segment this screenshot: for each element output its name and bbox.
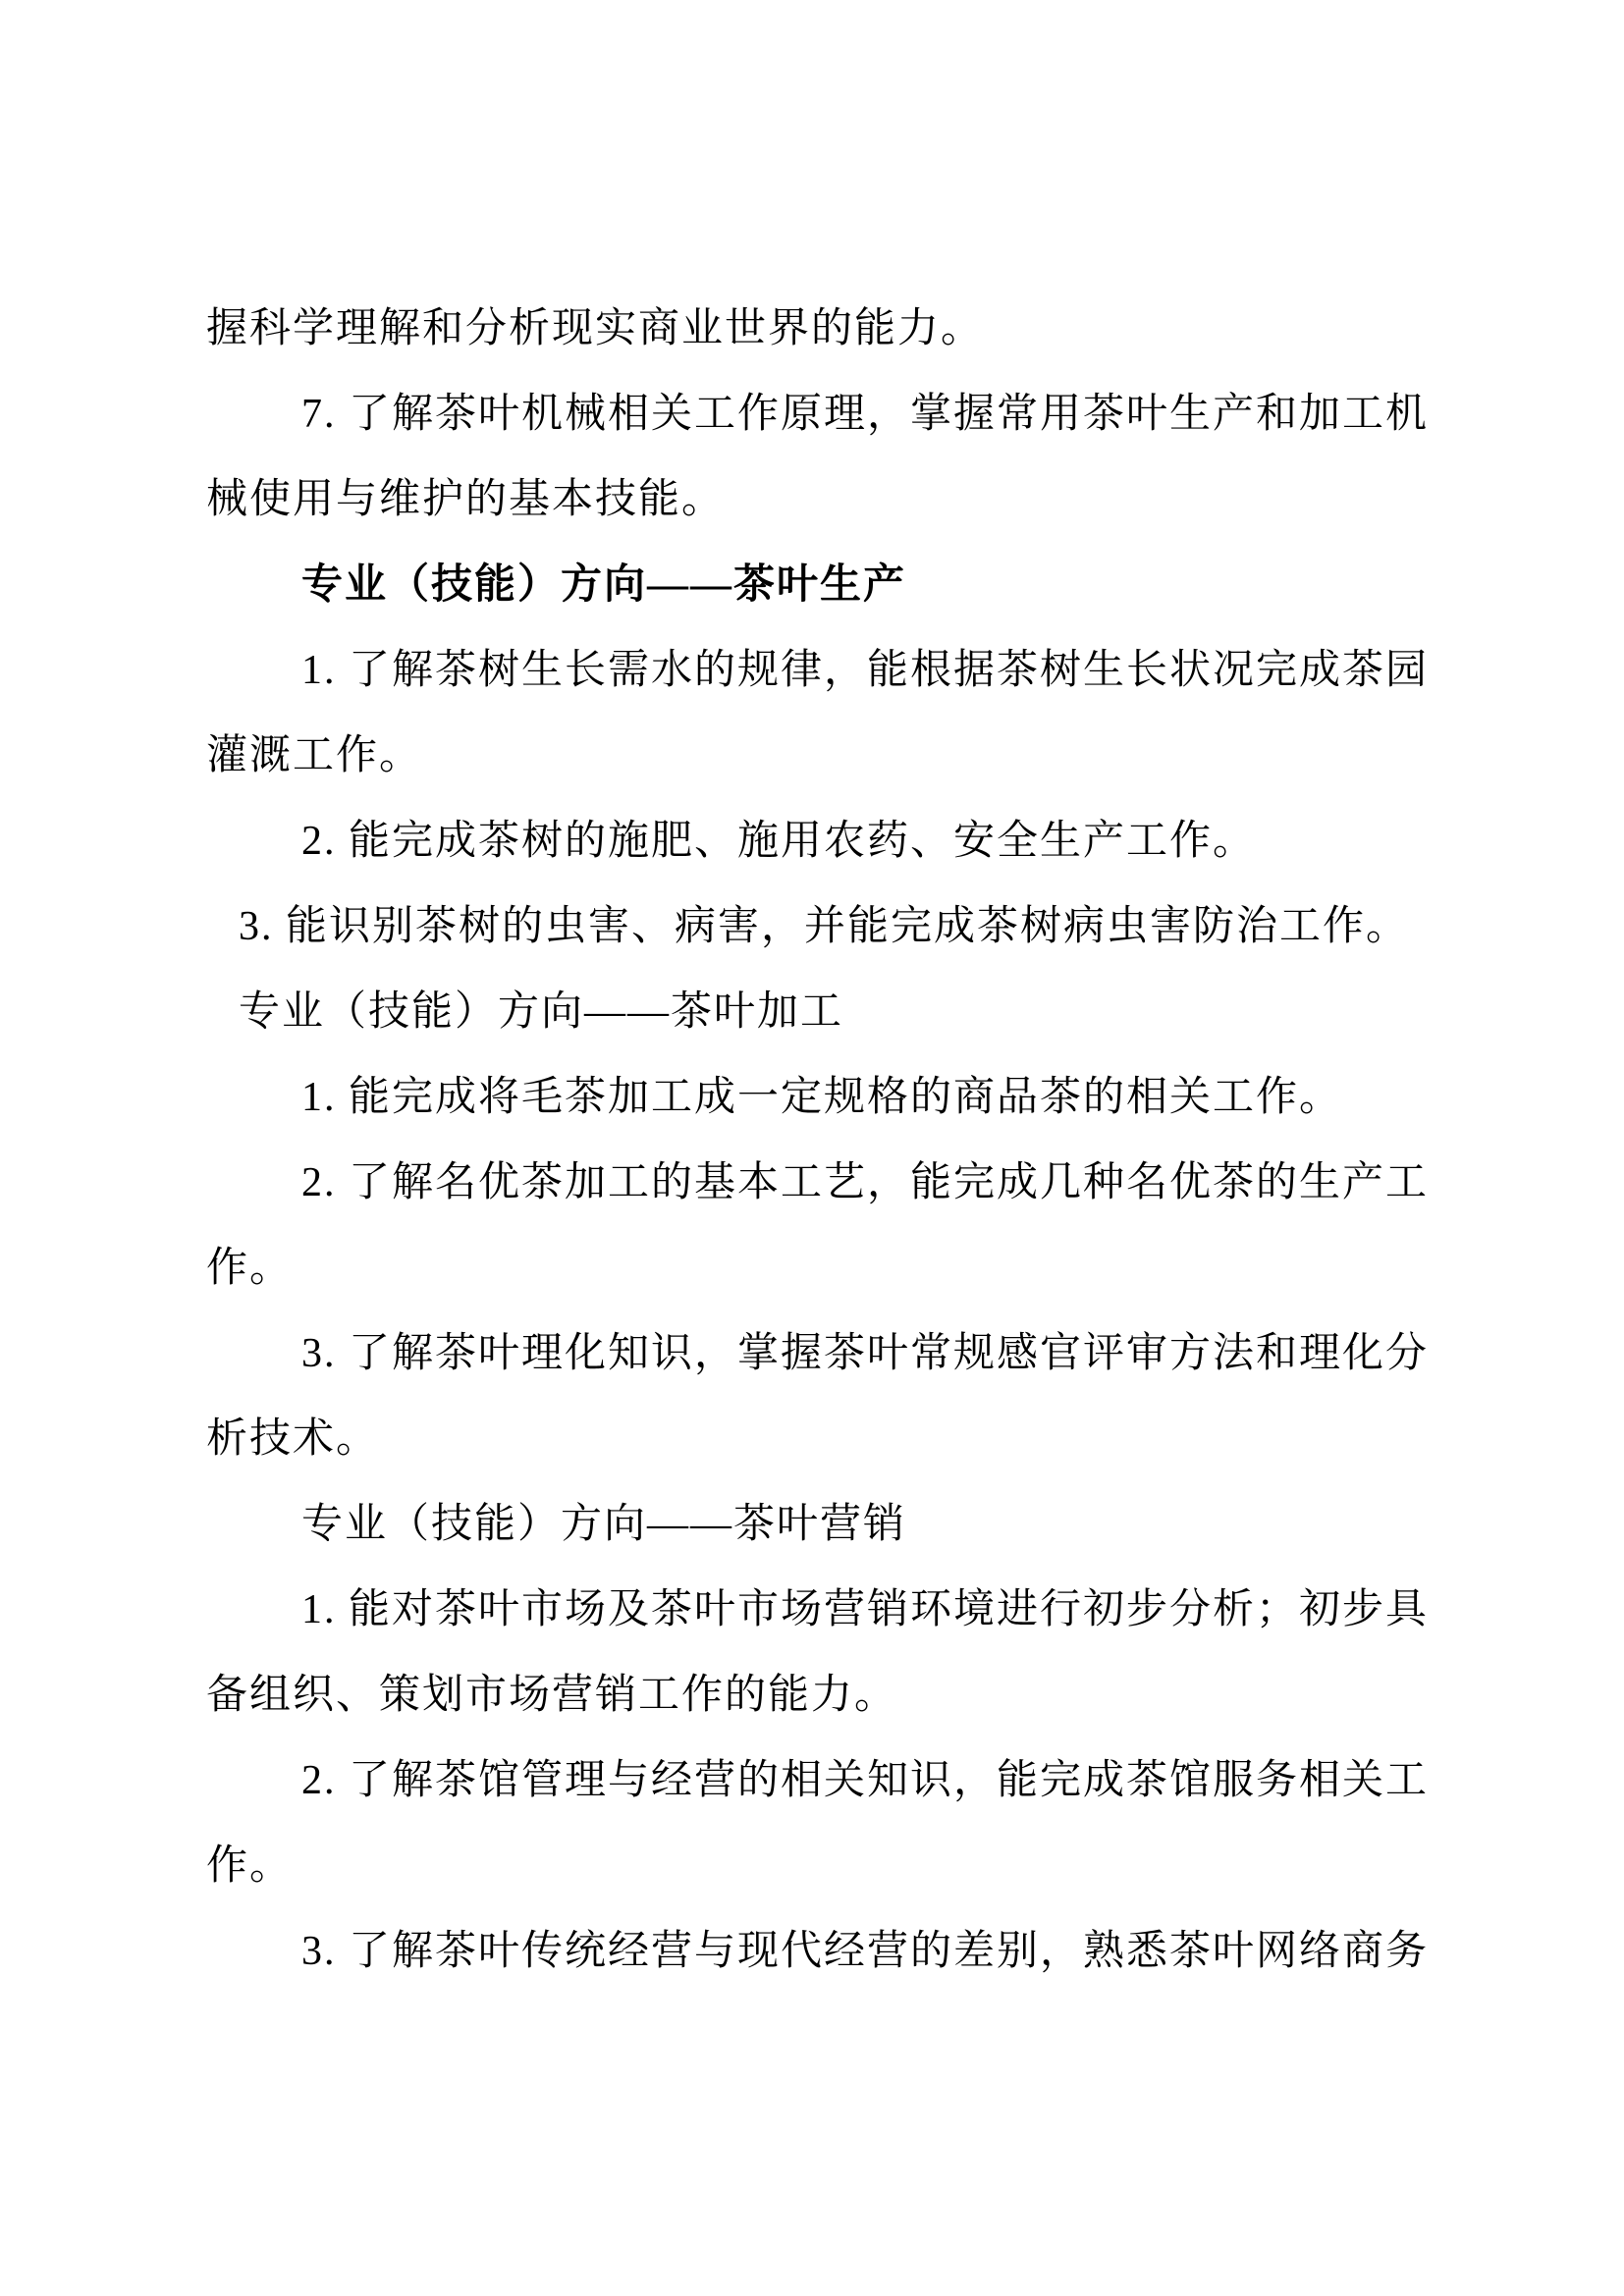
- item-2-famous-tea-craft: 2. 了解名优茶加工的基本工艺，能完成几种名优茶的生产工: [301, 1160, 1430, 1205]
- heading-direction-tea-marketing: 专业（技能）方向——茶叶营销: [301, 1502, 907, 1547]
- heading-direction-tea-processing: 专业（技能）方向——茶叶加工: [239, 989, 844, 1035]
- line-cont-irrigation-work: 灌溉工作。: [206, 733, 423, 778]
- line-cont-work-2: 作。: [206, 1843, 294, 1889]
- item-2-fertilizer-pesticide: 2. 能完成茶树的施肥、施用农药、安全生产工作。: [301, 819, 1257, 864]
- line-cont-analysis-technique: 析技术。: [206, 1416, 380, 1462]
- item-3-tea-physicochemical: 3. 了解茶叶理化知识，掌握茶叶常规感官评审方法和理化分: [301, 1331, 1430, 1376]
- line-cont-organize-planning: 备组织、策划市场营销工作的能力。: [206, 1673, 898, 1718]
- item-1-market-analysis: 1. 能对茶叶市场及茶叶市场营销环境进行初步分析；初步具: [301, 1587, 1430, 1632]
- line-cont-work-1: 作。: [206, 1246, 294, 1291]
- line-cont-machinery-skills: 械使用与维护的基本技能。: [206, 477, 726, 522]
- item-2-teahouse-management: 2. 了解茶馆管理与经营的相关知识，能完成茶馆服务相关工: [301, 1758, 1430, 1803]
- document-text-block: [206, 287, 1430, 1995]
- item-7-tea-machinery: 7. 了解茶叶机械相关工作原理，掌握常用茶叶生产和加工机: [301, 392, 1430, 437]
- item-3-traditional-vs-modern: 3. 了解茶叶传统经营与现代经营的差别，熟悉茶叶网络商务: [301, 1929, 1430, 1974]
- item-1-maocha-processing: 1. 能完成将毛茶加工成一定规格的商品茶的相关工作。: [301, 1075, 1343, 1120]
- heading-direction-tea-production: 专业（技能）方向——茶叶生产: [301, 562, 907, 608]
- line-cont-business-ability: 握科学理解和分析现实商业世界的能力。: [206, 306, 985, 351]
- item-1-tea-tree-water-needs: 1. 了解茶树生长需水的规律，能根据茶树生长状况完成茶园: [301, 648, 1430, 693]
- item-3-pest-disease-control: 3. 能识别茶树的虫害、病害，并能完成茶树病虫害防治工作。: [239, 904, 1410, 949]
